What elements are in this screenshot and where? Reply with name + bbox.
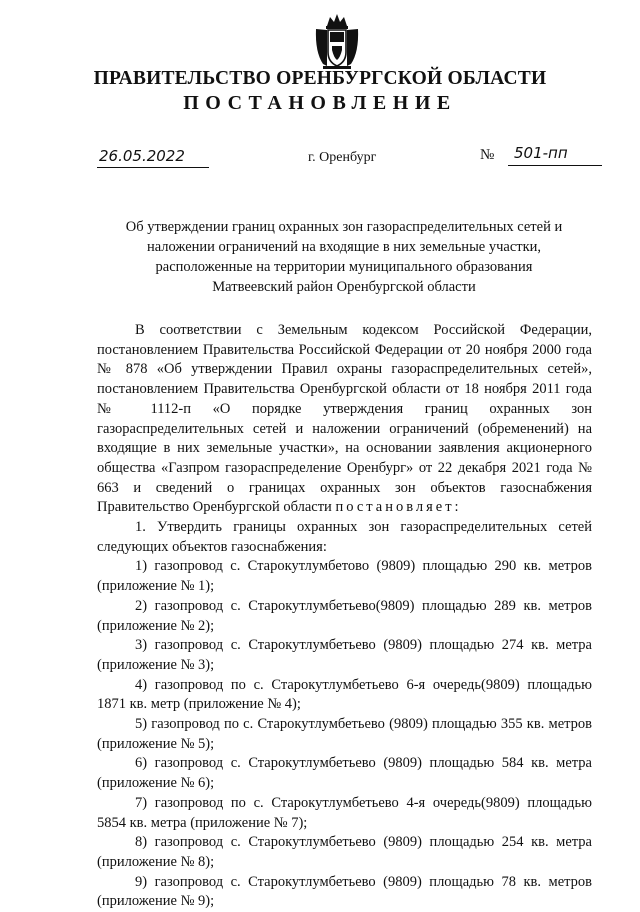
document-date: 26.05.2022 <box>97 147 209 168</box>
coat-of-arms-icon <box>313 12 361 70</box>
subject-line: Матвеевский район Оренбургской области <box>212 279 476 295</box>
list-item: 9) газопровод с. Старокутлумбетьево (9809) площадью 78 кв. метров (приложение № 9); <box>97 873 592 910</box>
document-city: г. Оренбург <box>308 150 377 165</box>
subject-line: наложении ограничений на входящие в них земельные участки, <box>146 239 542 255</box>
list-item: 2) газопровод с. Старокутлумбетьево(9809) площадью 289 кв. метров (приложение № 2); <box>97 597 592 634</box>
list-item: 5) газопровод по с. Старокутлумбетьево (9809) площадью 355 кв. метров (приложение № 5); <box>97 716 592 752</box>
document-number: 501-пп <box>508 144 602 166</box>
preamble-paragraph <box>97 321 592 518</box>
document-type: ПОСТАНОВЛЕНИЕ <box>183 92 457 114</box>
list-item: 1) газопровод с. Старокутлумбетово (9809) площадью 290 кв. метров (приложение № 1); <box>97 558 592 595</box>
list-item: 6) газопровод с. Старокутлумбетьево (9809) площадью 584 кв. метра (приложение № 6); <box>97 755 592 792</box>
organization-title: ПРАВИТЕЛЬСТВО ОРЕНБУРГСКОЙ ОБЛАСТИ <box>93 68 547 89</box>
subject-line: расположенные на территории муниципального образования <box>155 259 533 275</box>
list-item: 3) газопровод с. Старокутлумбетьево (9809) площадью 274 кв. метра (приложение № 3); <box>97 637 592 673</box>
clause-1: 1. Утвердить границы охранных зон газораспределительных сетей следующих объектов газоснабжения: <box>97 519 592 555</box>
subject-line: Об утверждении границ охранных зон газораспределительных сетей и <box>125 219 563 235</box>
list-item: 8) газопровод с. Старокутлумбетьево (9809) площадью 254 кв. метра (приложение № 8); <box>97 834 592 870</box>
document-body <box>97 321 592 912</box>
preamble-text: В соответствии с Земельным кодексом Российской Федерации, постановлением Правительства Российской Федерации от 20 ноября 2000 года № 878 «Об утверждении Правил охраны газораспределительных сетей», постановлением Правительства Оренбургской области от 18 ноября 2011 года № 1112-п «О порядке утверждения границ охранных зон газораспределительных сетей и наложении ограничений (обременений) на входящие в них земельные участки», на основании заявления акционерного общества «Газпром газораспределение Оренбург» от 22 декабря 2021 года № 663 и сведений о границах охранных зон объектов газоснабжения Правительство Оренбургской области <box>97 322 592 516</box>
list-item: 7) газопровод по с. Старокутлумбетьево 4-я очередь(9809) площадью 5854 кв. метра (приложение № 7); <box>97 794 592 831</box>
list-item: 4) газопровод по с. Старокутлумбетьево 6-я очередь(9809) площадью 1871 кв. метр (приложение № 4); <box>97 676 592 713</box>
document-number-label: № <box>480 147 495 163</box>
resolves-word: постановляет: <box>335 499 462 516</box>
document-subject <box>100 217 588 297</box>
